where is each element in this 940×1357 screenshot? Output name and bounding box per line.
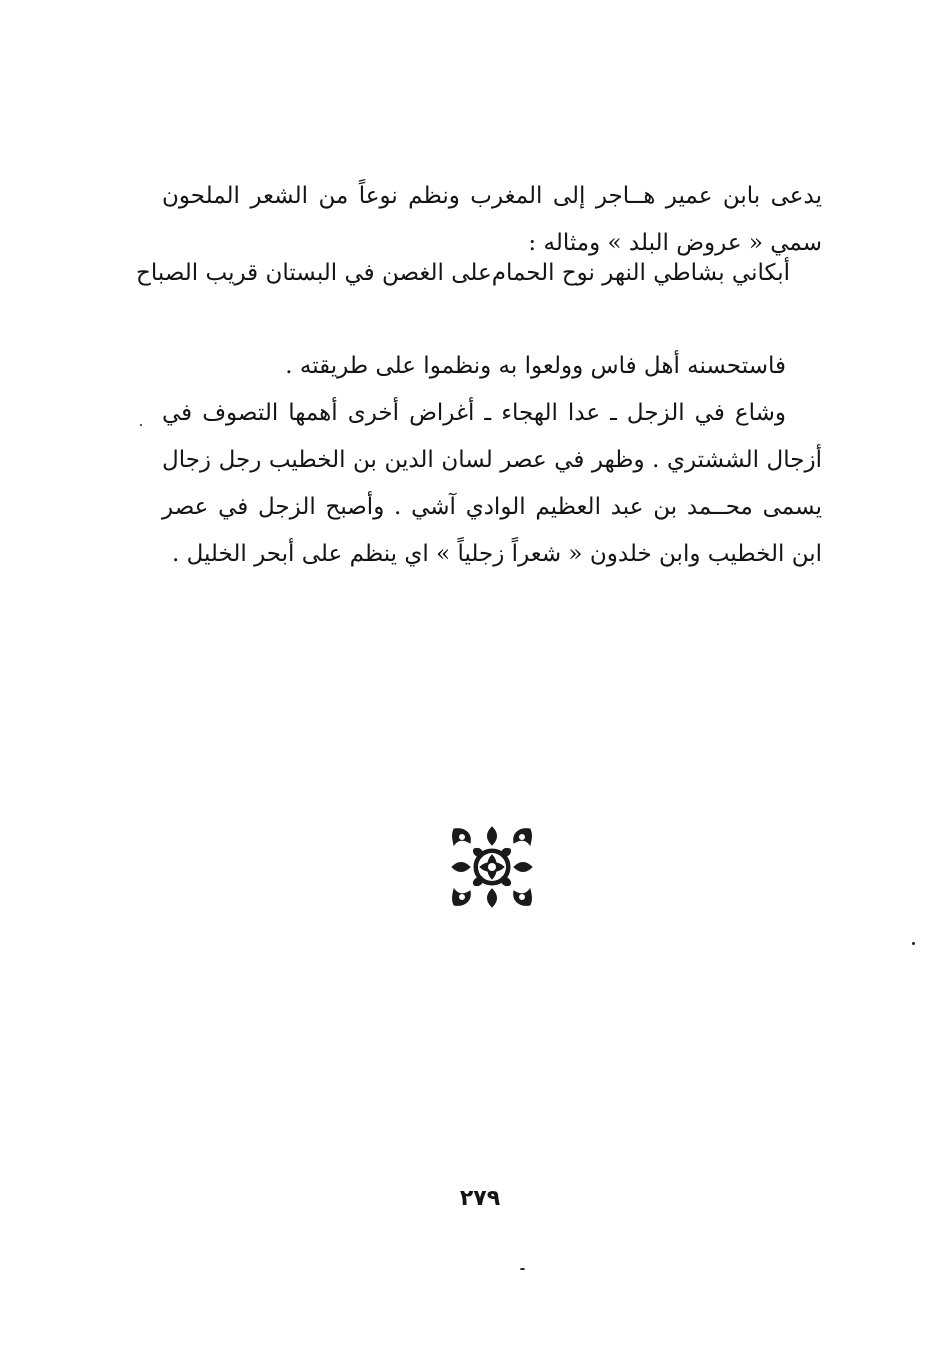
verse-line: [136, 250, 790, 297]
zajal-paragraph: [162, 390, 822, 578]
after-verse-paragraph: [162, 343, 822, 390]
scan-speck: [520, 1268, 525, 1270]
scan-speck: [912, 942, 915, 945]
intro-paragraph: يدعى بابن عمير هــاجر إلى المغرب ونظم نوعاً من الشعر الملحون سمي « عروض البلد » ومثاله :: [162, 183, 822, 256]
zajal-text: وشاع في الزجل ـ عدا الهجاء ـ أغراض أخرى أهمها التصوف في أزجال الششتري . وظهر في عصر لسان الدين بن الخطيب رجل زجال يسمى محــمد بن عبد العظيم الوادي آشي . وأصبح الزجل في عصر ابن الخطيب وابن خلدون « شعراً زجلياً » اي ينظم على أبحر الخليل .: [162, 400, 822, 567]
page-number: ٢٧٩: [459, 1186, 501, 1211]
verse-second-hemistich: على الغصن في البستان قريب الصباح: [136, 260, 492, 286]
after-verse-text: فاستحسنه أهل فاس وولعوا به ونظموا على طريقته .: [285, 353, 786, 379]
scan-speck: [140, 424, 142, 426]
floral-ornament-icon: [450, 825, 534, 909]
verse-first-hemistich: أبكاني بشاطي النهر نوح الحمام: [491, 260, 790, 286]
ornament-corner-leaf: [453, 829, 471, 845]
